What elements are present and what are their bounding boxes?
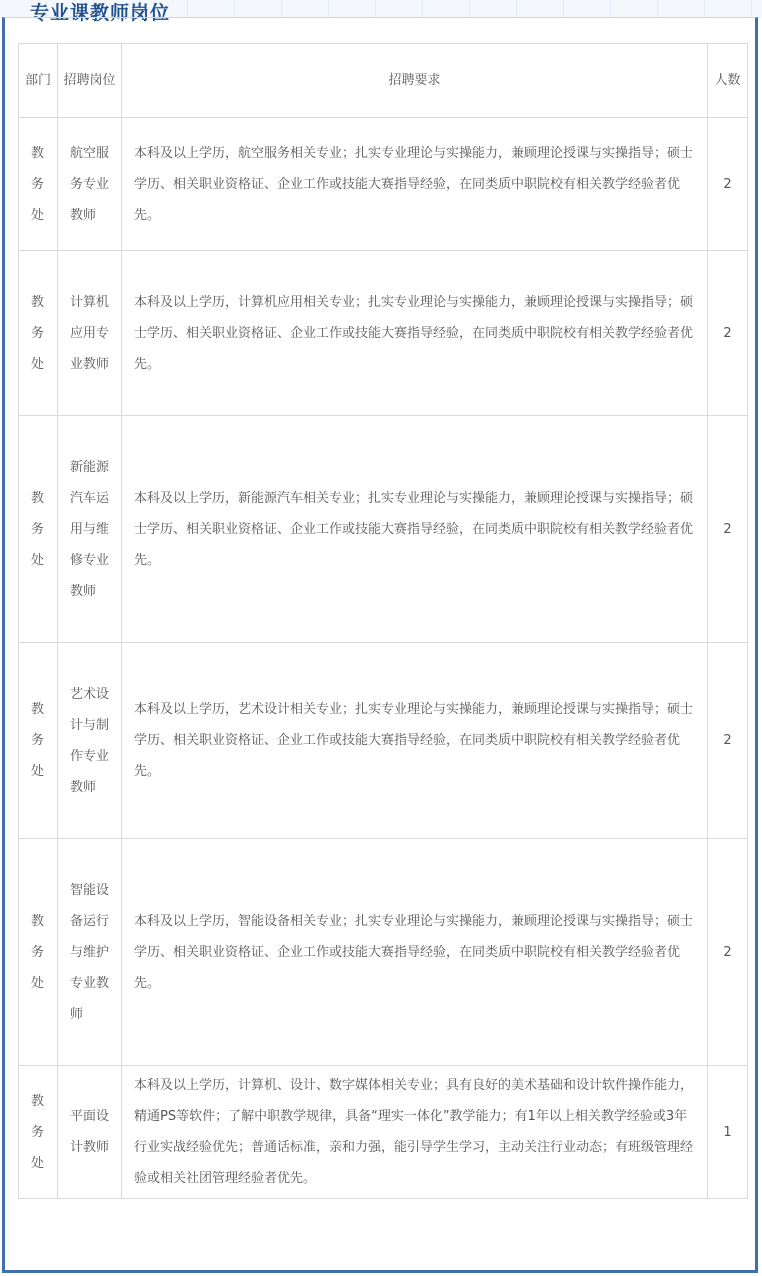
cell-dept: 教务处 [19,1066,58,1199]
cell-requirements: 本科及以上学历，计算机、设计、数字媒体相关专业；具有良好的美术基础和设计软件操作能力，精通PS等软件；了解中职教学规律，具备“理实一体化”教学能力；有1年以上相关教学经验或3年行业实战经验优先；普通话标准，亲和力强，能引导学生学习，主动关注行业动态；有班级管理经验或相关社团管理经验者优先。 [122,1066,708,1199]
cell-position: 新能源汽车运用与维修专业教师 [58,416,122,643]
header-requirements: 招聘要求 [122,44,708,118]
cell-requirements: 本科及以上学历，航空服务相关专业；扎实专业理论与实操能力，兼顾理论授课与实操指导；硕士学历、相关职业资格证、企业工作或技能大赛指导经验，在同类质中职院校有相关教学经验者优先。 [122,118,708,251]
recruitment-table [18,43,748,1199]
cell-requirements: 本科及以上学历，新能源汽车相关专业；扎实专业理论与实操能力，兼顾理论授课与实操指导；硕士学历、相关职业资格证、企业工作或技能大赛指导经验，在同类质中职院校有相关教学经验者优先。 [122,416,708,643]
cell-count: 2 [708,643,748,839]
cell-position: 艺术设计与制作专业教师 [58,643,122,839]
cell-dept: 教务处 [19,643,58,839]
cell-dept: 教务处 [19,118,58,251]
table-row [19,839,748,1066]
table-header-row [19,44,748,118]
section-title: 专业课教师岗位 [30,2,171,24]
table-row [19,251,748,416]
cell-requirements: 本科及以上学历，艺术设计相关专业；扎实专业理论与实操能力，兼顾理论授课与实操指导；硕士学历、相关职业资格证、企业工作或技能大赛指导经验，在同类质中职院校有相关教学经验者优先。 [122,643,708,839]
table-row [19,416,748,643]
cell-dept: 教务处 [19,416,58,643]
cell-count: 2 [708,416,748,643]
cell-position: 平面设计教师 [58,1066,122,1199]
table-row [19,643,748,839]
cell-count: 2 [708,251,748,416]
cell-dept: 教务处 [19,839,58,1066]
header-count: 人数 [708,44,748,118]
header-dept: 部门 [19,44,58,118]
cell-dept: 教务处 [19,251,58,416]
cell-position: 智能设备运行与维护专业教师 [58,839,122,1066]
cell-requirements: 本科及以上学历，计算机应用相关专业；扎实专业理论与实操能力，兼顾理论授课与实操指导；硕士学历、相关职业资格证、企业工作或技能大赛指导经验，在同类质中职院校有相关教学经验者优先。 [122,251,708,416]
cell-requirements: 本科及以上学历，智能设备相关专业；扎实专业理论与实操能力，兼顾理论授课与实操指导；硕士学历、相关职业资格证、企业工作或技能大赛指导经验，在同类质中职院校有相关教学经验者优先。 [122,839,708,1066]
table-row [19,118,748,251]
table-row [19,1066,748,1199]
header-position: 招聘岗位 [58,44,122,118]
cell-position: 计算机应用专业教师 [58,251,122,416]
cell-position: 航空服务专业教师 [58,118,122,251]
cell-count: 1 [708,1066,748,1199]
cell-count: 2 [708,839,748,1066]
cell-count: 2 [708,118,748,251]
